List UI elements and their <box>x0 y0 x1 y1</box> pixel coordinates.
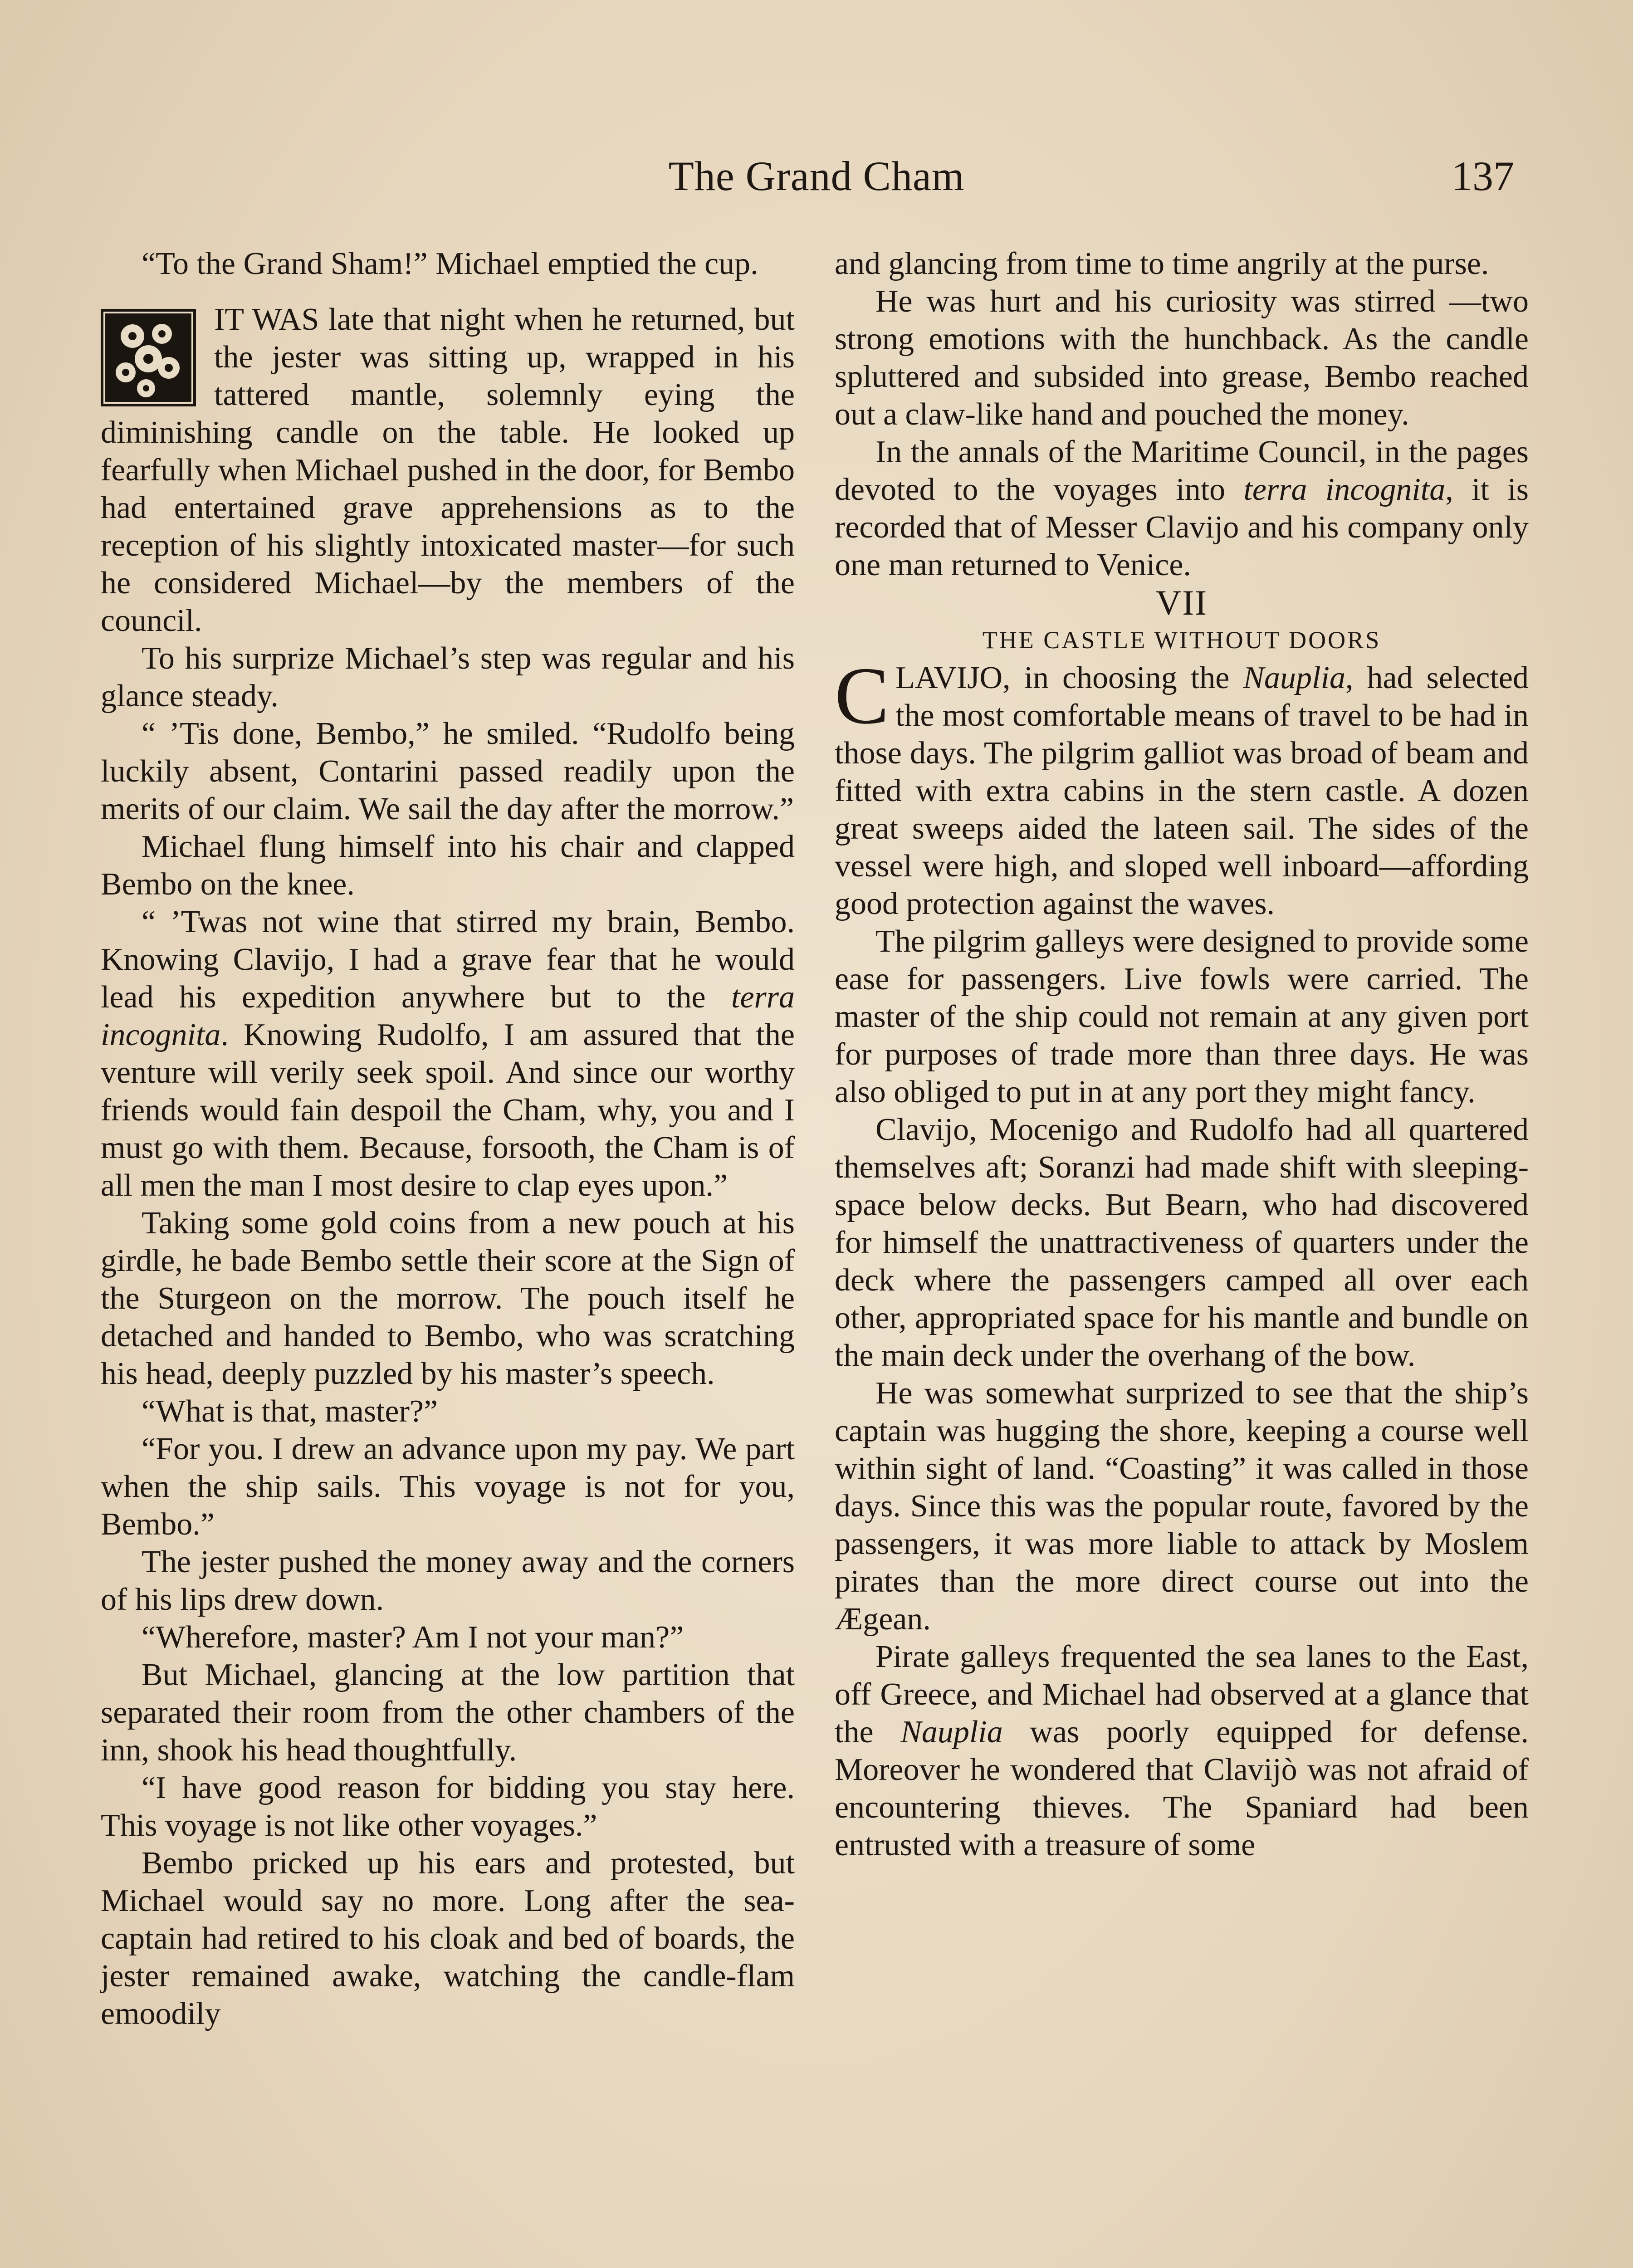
paragraph: The pilgrim galleys were designed to provide some ease for passengers. Live fowls were carried. The master of the ship could not remain at any given port for purposes of trade more than three days. He was also obliged to put in at any port they might fancy. <box>835 924 1529 1110</box>
italic-run: terra incognita <box>101 980 795 1052</box>
italic-run: Nauplia <box>900 1715 1003 1750</box>
running-title: The Grand Cham <box>668 153 965 199</box>
text-run: In the annals of the Maritime Council, in the pages devoted to the voyages into <box>835 435 1529 507</box>
paragraph: “Wherefore, master? Am I not your man?” <box>142 1620 684 1655</box>
chapter-title: THE CASTLE WITHOUT DOORS <box>982 626 1381 654</box>
paragraph: He was hurt and his curiosity was stirred —two strong emotions with the hunchback. As the candle spluttered and subsided into grease, Bembo reached out a claw-like hand and pouched the money. <box>835 284 1529 432</box>
paragraph: “To the Grand Sham!” Michael emptied the cup. <box>142 246 758 281</box>
left-column <box>101 245 795 2033</box>
floral-ornament-icon <box>101 309 196 406</box>
paragraph-chapter-opening <box>835 650 1529 923</box>
paragraph <box>835 1638 1529 1864</box>
paragraph-text: IT WAS late that night when he returned, but the jester was sitting up, wrapped in his tattered mantle, solemnly eying the diminishing candle on the table. He looked up fearfully when Michael pushed in the door, for Bembo had entertained grave apprehensions as to the reception of his slightly intoxicated master—for such he considered Michael—by the members of the council. <box>101 302 795 638</box>
chapter-number: VII <box>1155 583 1208 622</box>
text-run: . Knowing Rudolfo, I am assured that the venture will verily seek spoil. And since our worthy friends would fain despoil the Cham, why, you and I must go with them. Because, forsooth, the Cham is of all men the man I most desire to clap eyes upon.” <box>101 1017 795 1203</box>
paragraph <box>101 903 795 1204</box>
text-run: , it is recorded that of Messer Clavijo and his company only one man returned to Venice. <box>835 472 1529 582</box>
right-column <box>835 245 1529 1864</box>
text-run: was poorly equipped for defense. Moreover he wondered that Clavijò was not afraid of encountering thieves. The Spaniard had been entrusted with a treasure of some <box>835 1715 1529 1862</box>
paragraph: Michael flung himself into his chair and clapped Bembo on the knee. <box>101 829 795 902</box>
paragraph: “I have good reason for bidding you stay here. This voyage is not like other voyages.” <box>101 1770 795 1843</box>
text-run: “ ’Twas not wine that stirred my brain, Bembo. Knowing Clavijo, I had a grave fear that he would lead his expedition anywhere but to the <box>101 904 795 1015</box>
text-run: , had selected the most comfortable means of travel to be had in those days. The pilgrim galliot was broad of beam and fitted with extra cabins in the stern castle. A dozen great sweeps aided the lateen sail. The sides of the vessel were high, and sloped well inboard—affording good protection against the waves. <box>835 660 1529 921</box>
paragraph: But Michael, glancing at the low partition that separated their room from the other chambers of the inn, shook his head thoughtfully. <box>101 1657 795 1768</box>
page-number: 137 <box>1452 153 1514 199</box>
paragraph-ornament-opening <box>101 301 795 640</box>
paragraph <box>835 433 1529 584</box>
paragraph: The jester pushed the money away and the corners of his lips drew down. <box>101 1545 795 1617</box>
italic-run: Nauplia <box>1243 660 1345 695</box>
paragraph: “ ’Tis done, Bembo,” he smiled. “Rudolfo being luckily absent, Contarini passed readily upon the merits of our claim. We sail the day after the morrow.” <box>101 716 795 826</box>
paragraph: He was somewhat surprized to see that the ship’s captain was hugging the shore, keeping a course well within sight of land. “Coasting” it was called in those days. Since this was the popular route, favored by the passengers, it was more liable to attack by Moslem pirates than the more direct course out into the Ægean. <box>835 1376 1529 1637</box>
paragraph: To his surprize Michael’s step was regular and his glance steady. <box>101 641 795 714</box>
italic-run: terra incognita <box>1243 472 1446 507</box>
paragraph: “For you. I drew an advance upon my pay. We part when the ship sails. This voyage is not for you, Bembo.” <box>101 1432 795 1542</box>
paragraph: “What is that, master?” <box>142 1394 438 1429</box>
paragraph: Clavijo, Mocenigo and Rudolfo had all quartered themselves aft; Soranzi had made shift with sleeping-space below decks. But Bearn, who had discovered for himself the unattractiveness of quarters under the deck where the passengers camped all over each other, appropriated space for his mantle and bundle on the main deck under the overhang of the bow. <box>835 1112 1529 1373</box>
text-run: Pirate galleys frequented the sea lanes to the East, off Greece, and Michael had observed at a glance that the <box>835 1639 1529 1750</box>
text-run: LAVIJO, in choosing the <box>895 660 1243 695</box>
paragraph: Bembo pricked up his ears and protested, but Michael would say no more. Long after the sea-captain had retired to his cloak and bed of boards, the jester remained awake, watching the candle-flam emoodily <box>101 1846 795 2031</box>
drop-cap: C <box>835 650 890 741</box>
paragraph: Taking some gold coins from a new pouch at his girdle, he bade Bembo settle their score at the Sign of the Sturgeon on the morrow. The pouch itself he detached and handed to Bembo, who was scratching his head, deeply puzzled by his master’s speech. <box>101 1206 795 1391</box>
paragraph: and glancing from time to time angrily at the purse. <box>835 246 1489 281</box>
